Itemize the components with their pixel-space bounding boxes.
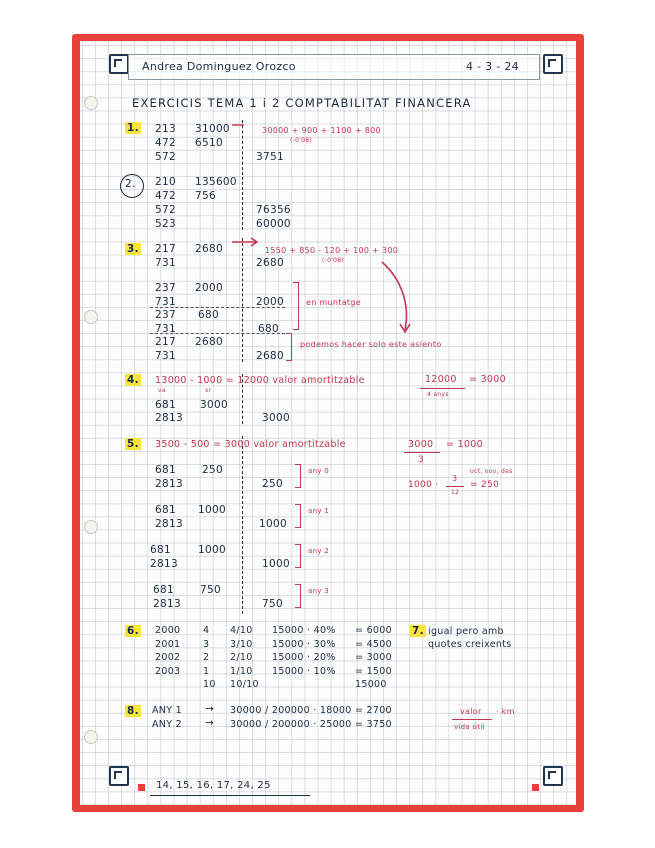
ex6-cell: = 6000 (355, 625, 392, 636)
ex6-cell: = 3000 (355, 652, 392, 663)
fraction-line (404, 452, 440, 453)
ex3-debit: 680 (198, 309, 219, 321)
exercise-6-number: 6. (127, 625, 139, 637)
ex2-debit: 135600 (195, 176, 237, 188)
footer-exercise-list: 14, 15, 16, 17, 24, 25 (156, 780, 271, 791)
ex1-account: 213 (155, 123, 176, 135)
page-title: EXERCICIS TEMA 1 i 2 COMPTABILITAT FINANCERA (132, 96, 472, 110)
ex4-sub: vr (205, 387, 212, 394)
ex5-debit: 1000 (198, 504, 226, 516)
ex5-debit: 250 (202, 464, 223, 476)
ex6-cell: 10 (203, 679, 216, 690)
exercise-1-number: 1. (127, 122, 139, 134)
ex7-line2: quotes creixents (428, 639, 512, 650)
ex3-credit: 2000 (256, 296, 284, 308)
ex5-year-label: any 0 (308, 467, 330, 475)
ex5-frac-bottom: 3 (418, 455, 425, 465)
ex5-account: 2813 (155, 518, 183, 530)
ex5-calc-result: = 250 (470, 480, 500, 490)
ex4-sub: va (158, 387, 166, 394)
ex4-credit: 3000 (262, 412, 290, 424)
ex8-frac-tail: · km (496, 707, 515, 716)
ex3-account: 731 (155, 323, 176, 335)
ex6-cell: 15000 · 20% (272, 652, 336, 663)
ex3-account: 731 (155, 257, 176, 269)
ex5-credit: 1000 (259, 518, 287, 530)
ex3-bracket-note: podemos hacer solo este asiento (300, 340, 442, 349)
ex5-months: oct, nov, des (470, 468, 513, 475)
ex4-frac-bottom: 4 anys (427, 391, 449, 398)
ex5-year-label: any 1 (308, 507, 330, 515)
ex6-cell: 15000 · 40% (272, 625, 336, 636)
ex3-credit: 680 (258, 323, 279, 335)
ex5-frac-result: = 1000 (446, 439, 483, 450)
ex6-cell: 2000 (155, 625, 181, 636)
ex5-debit: 750 (200, 584, 221, 596)
ex5-account: 681 (150, 544, 171, 556)
ex5-account: 2813 (155, 478, 183, 490)
ex6-cell: 2 (203, 652, 210, 663)
fraction-line (420, 388, 465, 389)
ex3-debit: 2680 (195, 243, 223, 255)
ex6-cell: 15000 · 10% (272, 665, 336, 677)
ex2-account: 523 (155, 218, 176, 230)
ex6-cell: 4 (203, 625, 210, 636)
fraction-line (452, 719, 492, 720)
ex8-frac-bottom: vida útil (454, 723, 485, 731)
ex5-account: 2813 (150, 558, 178, 570)
exercise-3-number: 3. (127, 243, 139, 255)
ex6-cell: 2003 (155, 665, 181, 677)
exercise-2-number: 2. (125, 178, 136, 190)
ex3-note: 1550 + 850 - 120 + 100 + 300 (265, 246, 399, 255)
ex1-account: 472 (155, 137, 176, 149)
ex3-subnote: (-0'08) (322, 257, 345, 264)
ex6-cell: 2/10 (230, 652, 253, 663)
arrow-icon: → (205, 703, 215, 715)
student-name: Andrea Dominguez Orozco (142, 60, 296, 73)
ex4-account: 2813 (155, 412, 183, 424)
exercise-5-number: 5. (127, 438, 139, 450)
ex5-calc-left: 1000 · (408, 480, 439, 490)
ex3-account: 237 (155, 282, 176, 294)
ex3-account: 731 (155, 350, 176, 362)
arrow-icon: → (205, 717, 215, 729)
ex8-calc: 30000 / 200000 · 25000 = 3750 (230, 719, 392, 730)
ex1-subnote: (-0'08) (290, 137, 313, 144)
ex6-cell: 3 (203, 638, 210, 650)
ex6-cell: = 1500 (355, 665, 392, 677)
ex6-cell: 1 (203, 665, 210, 677)
bracket (295, 544, 301, 568)
ex6-cell: = 4500 (355, 638, 392, 650)
ex1-debit: 6510 (195, 137, 223, 149)
ex5-debit: 1000 (198, 544, 226, 556)
ex4-debit: 3000 (200, 399, 228, 411)
ex4-frac-top: 12000 (425, 374, 457, 385)
ex8-label: ANY 1 (152, 705, 182, 716)
ex5-account: 681 (153, 584, 174, 596)
bracket (295, 584, 301, 608)
ex3-account: 237 (155, 309, 176, 321)
ex7-line1: igual pero amb (428, 626, 504, 637)
ex6-cell: 1/10 (230, 665, 253, 677)
ex8-frac-top: valor (460, 707, 482, 716)
ex8-calc: 30000 / 200000 · 18000 = 2700 (230, 705, 392, 716)
ex3-account: 217 (155, 336, 176, 348)
ex5-frac-top: 3000 (408, 439, 434, 450)
ex5-account: 681 (155, 504, 176, 516)
ex1-account: 572 (155, 151, 176, 163)
ex5-account: 2813 (153, 598, 181, 610)
ex3-bracket-note: en muntatge (306, 298, 361, 307)
ex5-calc-bottom: 12 (451, 489, 460, 496)
ex2-account: 572 (155, 204, 176, 216)
exercise-7-number: 7. (412, 625, 424, 637)
ex8-label: ANY 2 (152, 719, 182, 730)
ex4-frac-result: = 3000 (469, 374, 506, 385)
ex3-debit: 2680 (195, 336, 223, 348)
ex1-debit: 31000 (195, 123, 230, 135)
ex6-cell: 4/10 (230, 625, 253, 636)
ex6-cell: 10/10 (230, 679, 259, 690)
ex3-account: 217 (155, 243, 176, 255)
ex1-credit: 3751 (256, 151, 284, 163)
fraction-line (446, 486, 464, 487)
ex2-account: 210 (155, 176, 176, 188)
exercise-4-number: 4. (127, 374, 139, 386)
ex6-cell: 2002 (155, 652, 181, 663)
ex2-credit: 76356 (256, 204, 291, 216)
bracket (295, 504, 301, 528)
ex1-note: 30000 + 900 + 1100 + 800 (262, 126, 381, 135)
ex3-credit: 2680 (256, 350, 284, 362)
ex5-formula: 3500 - 500 = 3000 valor amortitzable (155, 439, 346, 450)
bracket (295, 464, 301, 488)
ex5-credit: 250 (262, 478, 283, 490)
ex5-credit: 1000 (262, 558, 290, 570)
ex6-cell: 15000 · 30% (272, 638, 336, 650)
ex2-debit: 756 (195, 190, 216, 202)
footer-underline (150, 795, 310, 796)
ex3-credit: 2680 (256, 257, 284, 269)
ex5-account: 681 (155, 464, 176, 476)
ex5-calc-top: 3 (452, 474, 458, 483)
ex4-account: 681 (155, 399, 176, 411)
ex6-cell: 2001 (155, 638, 181, 650)
exercise-8-number: 8. (127, 705, 139, 717)
ex6-cell: 15000 (355, 679, 387, 690)
ex4-formula: 13000 - 1000 = 12000 valor amortitzable (155, 375, 365, 386)
ex5-year-label: any 2 (308, 547, 330, 555)
ex6-cell: 3/10 (230, 638, 253, 650)
ex2-account: 472 (155, 190, 176, 202)
ex3-account: 731 (155, 296, 176, 308)
ex5-year-label: any 3 (308, 587, 330, 595)
ex5-credit: 750 (262, 598, 283, 610)
header-date: 4 - 3 - 24 (466, 60, 519, 73)
ex2-credit: 60000 (256, 218, 291, 230)
ex3-debit: 2000 (195, 282, 223, 294)
